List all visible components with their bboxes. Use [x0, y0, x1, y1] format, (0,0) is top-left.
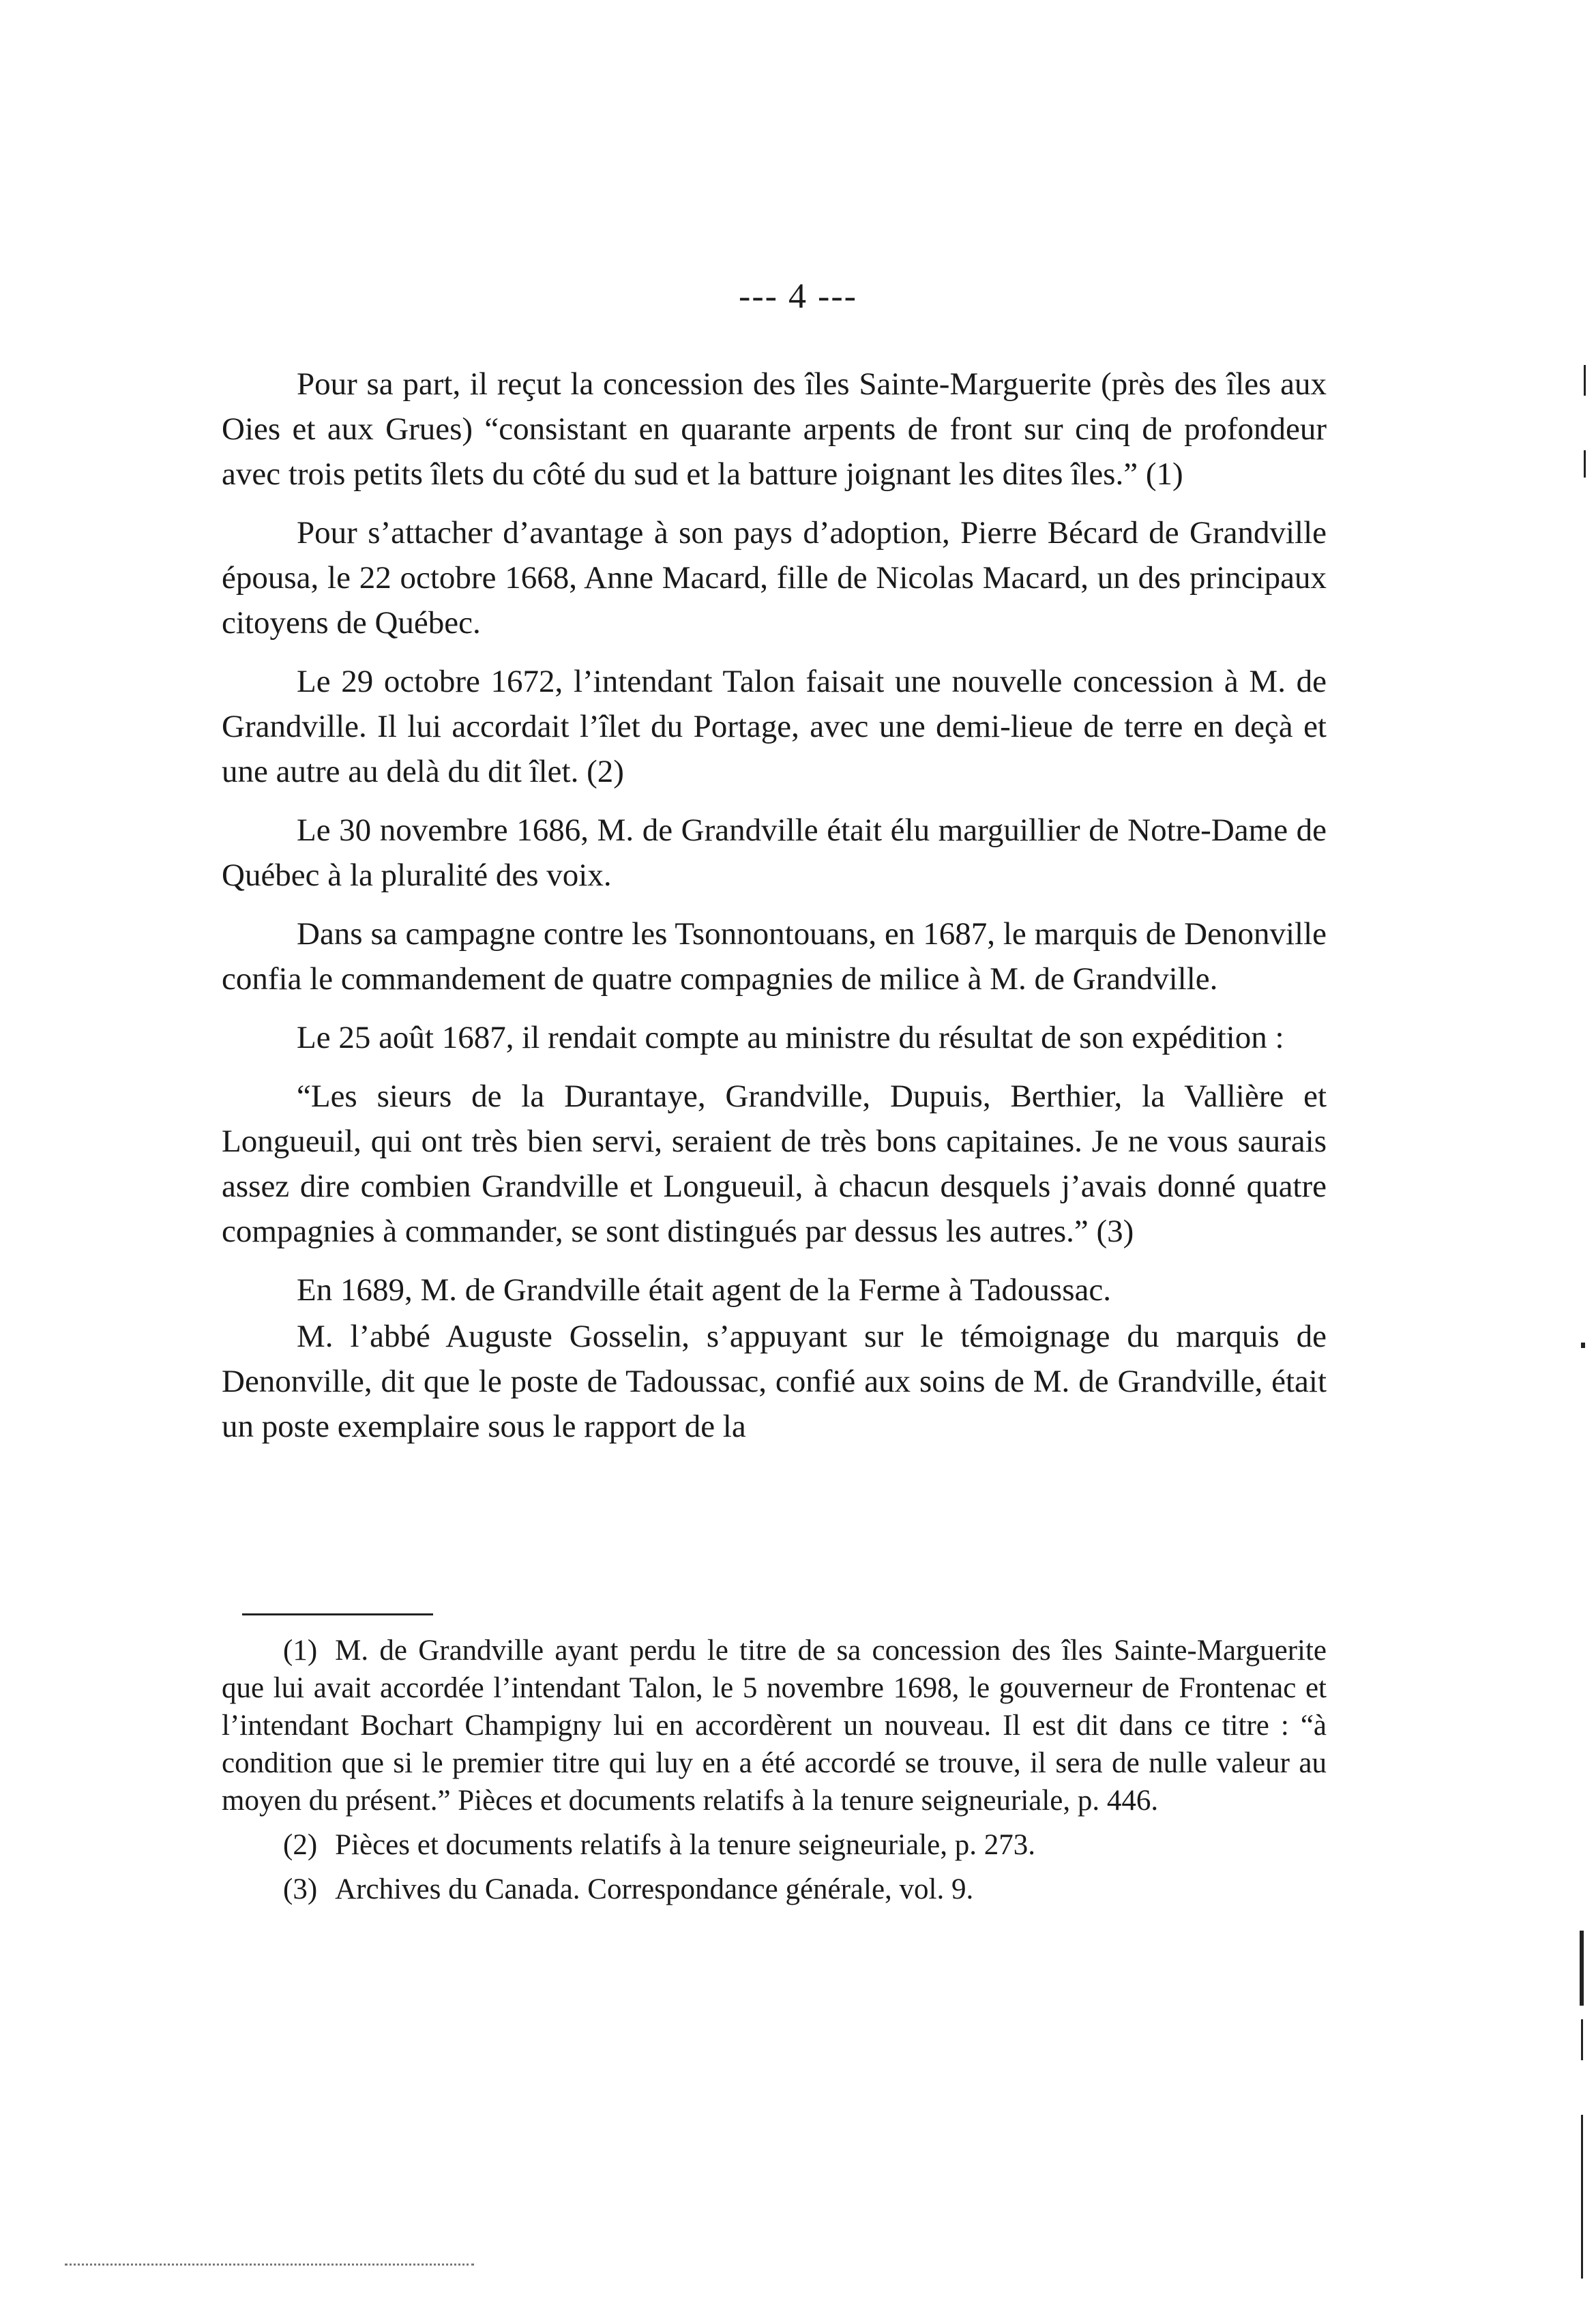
- footnote-text: Archives du Canada. Correspondance générale, vol. 9.: [335, 1873, 974, 1905]
- footnote: [222, 1871, 1327, 1908]
- footnotes: [222, 1632, 1327, 1915]
- body-text: [222, 362, 1327, 1463]
- paragraph: Le 25 août 1687, il rendait compte au ministre du résultat de son expédition :: [297, 1020, 1284, 1055]
- scan-edge-mark: [1581, 2019, 1583, 2060]
- paragraph: Le 29 octobre 1672, l’intendant Talon faisait une nouvelle concession à M. de Grandville. Il lui accordait l’îlet du Portage, avec une demi-lieue de terre en deçà et une autre au delà du dit îlet. (2): [222, 664, 1327, 789]
- paragraph: Pour s’attacher d’avantage à son pays d’adoption, Pierre Bécard de Grandville épousa, le 22 octobre 1668, Anne Macard, fille de Nicolas Macard, un des principaux citoyens de Québec.: [222, 515, 1327, 641]
- footnote-marker: (3): [283, 1873, 318, 1905]
- paragraph-quote: “Les sieurs de la Durantaye, Grandville, Dupuis, Berthier, la Vallière et Longueuil, qui ont très bien servi, seraient de très bons capitaines. Je ne vous saurais assez dire combien Grandville et Longueuil, à chacun desquels j’avais donné quatre compagnies à commander, se sont distingués par dessus les autres.” (3): [222, 1079, 1327, 1249]
- paragraph: M. l’abbé Auguste Gosselin, s’appuyant sur le témoignage du marquis de Denonville, dit que le poste de Tadoussac, confié aux soins de M. de Grandville, était un poste exemplaire sous le rapport de la: [222, 1319, 1327, 1444]
- scan-edge-mark: [1580, 1931, 1584, 2006]
- scan-edge-mark: [1581, 1343, 1585, 1348]
- footnote-text: M. de Grandville ayant perdu le titre de sa concession des îles Sainte-Marguerite que lui avait accordée l’intendant Talon, le 5 novembre 1698, le gouverneur de Frontenac et l’intendant Bochart Champigny lui en accordèrent un nouveau. Il est dit dans ce titre : “à condition que si le premier titre qui luy en a été accordé se trouve, il sera de nulle valeur au moyen du présent.” Pièces et documents relatifs à la tenure seigneuriale, p. 446.: [222, 1635, 1327, 1817]
- footnote-text: Pièces et documents relatifs à la tenure seigneuriale, p. 273.: [335, 1829, 1035, 1861]
- scan-bottom-noise: [65, 2264, 474, 2266]
- scan-edge-mark: [1584, 450, 1586, 478]
- page-number: --- 4 ---: [739, 277, 857, 316]
- footnote-divider: [242, 1613, 433, 1615]
- footnote-marker: (1): [283, 1635, 318, 1667]
- footnote-marker: (2): [283, 1829, 318, 1861]
- paragraph: En 1689, M. de Grandville était agent de la Ferme à Tadoussac.: [297, 1272, 1111, 1308]
- footnote: [222, 1826, 1327, 1864]
- footnote: [222, 1632, 1327, 1819]
- paragraph: Dans sa campagne contre les Tsonnontouans, en 1687, le marquis de Denonville confia le commandement de quatre compagnies de milice à M. de Grandville.: [222, 916, 1327, 997]
- paragraph: Le 30 novembre 1686, M. de Grandville était élu marguillier de Notre-Dame de Québec à la pluralité des voix.: [222, 812, 1327, 893]
- scan-edge-mark: [1584, 365, 1586, 396]
- paragraph: Pour sa part, il reçut la concession des îles Sainte-Marguerite (près des îles aux Oies et aux Grues) “consistant en quarante arpents de front sur cinq de profondeur avec trois petits îlets du côté du sud et la batture joignant les dites îles.” (1): [222, 366, 1327, 492]
- scan-edge-mark: [1581, 2115, 1583, 2279]
